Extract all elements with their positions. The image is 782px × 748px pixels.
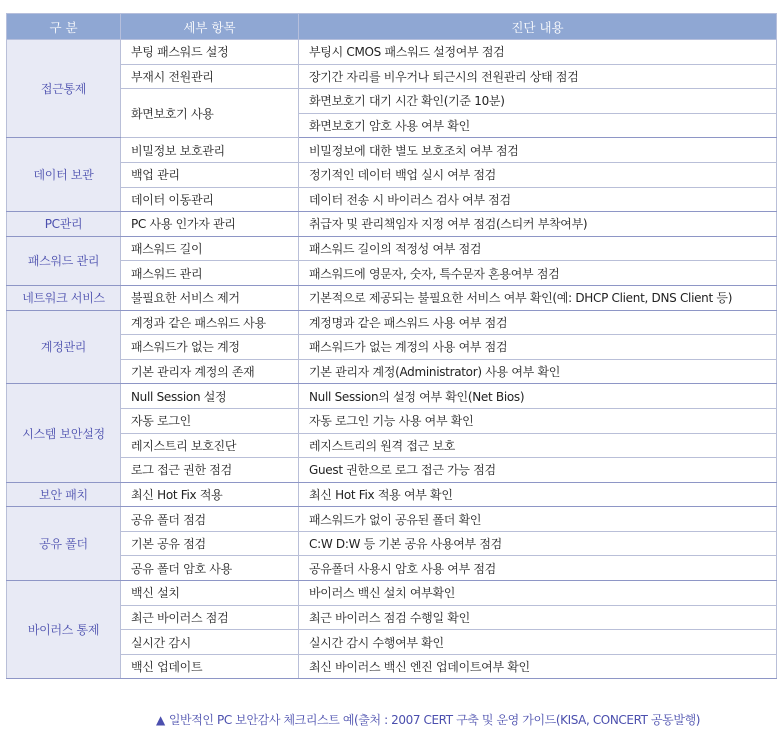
item-cell: 패스워드 관리 <box>121 261 299 286</box>
table-body <box>7 40 777 679</box>
table-row <box>7 89 777 114</box>
item-cell: 기본 공유 점검 <box>121 531 299 556</box>
item-cell: 데이터 이동관리 <box>121 187 299 212</box>
checklist-container <box>6 13 776 679</box>
item-cell: 기본 관리자 계정의 존재 <box>121 359 299 384</box>
header-content: 진단 내용 <box>299 14 777 40</box>
content-cell: 계정명과 같은 패스워드 사용 여부 점검 <box>299 310 777 335</box>
table-row <box>7 384 777 409</box>
triangle-up-icon: ▲ <box>156 713 165 727</box>
item-cell: 부팅 패스워드 설정 <box>121 40 299 65</box>
content-cell: 부팅시 CMOS 패스워드 설정여부 점검 <box>299 40 777 65</box>
table-row <box>7 64 777 89</box>
item-cell: 최신 Hot Fix 적용 <box>121 482 299 507</box>
table-row <box>7 408 777 433</box>
item-cell: 패스워드가 없는 계정 <box>121 335 299 360</box>
table-row <box>7 458 777 483</box>
content-cell: 패스워드가 없는 계정의 사용 여부 점검 <box>299 335 777 360</box>
header-category: 구 분 <box>7 14 121 40</box>
table-row <box>7 605 777 630</box>
item-cell: 화면보호기 사용 <box>121 89 299 138</box>
content-cell: 실시간 감시 수행여부 확인 <box>299 630 777 655</box>
content-cell: 비밀정보에 대한 별도 보호조치 여부 점검 <box>299 138 777 163</box>
table-row <box>7 531 777 556</box>
content-cell: 기본적으로 제공되는 불필요한 서비스 여부 확인(예: DHCP Client, DNS Client 등) <box>299 285 777 310</box>
category-cell: 접근통제 <box>7 40 121 138</box>
table-row <box>7 162 777 187</box>
content-cell: 패스워드에 영문자, 숫자, 특수문자 혼용여부 점검 <box>299 261 777 286</box>
table-row <box>7 310 777 335</box>
item-cell: 백신 업데이트 <box>121 654 299 679</box>
item-cell: 패스워드 길이 <box>121 236 299 261</box>
item-cell: 불필요한 서비스 제거 <box>121 285 299 310</box>
table-row <box>7 359 777 384</box>
item-cell: 계정과 같은 패스워드 사용 <box>121 310 299 335</box>
content-cell: 최신 Hot Fix 적용 여부 확인 <box>299 482 777 507</box>
pc-security-checklist-table <box>6 13 777 679</box>
content-cell: 최신 바이러스 백신 엔진 업데이트여부 확인 <box>299 654 777 679</box>
category-cell: PC관리 <box>7 212 121 237</box>
category-cell: 네트워크 서비스 <box>7 285 121 310</box>
table-row <box>7 654 777 679</box>
table-row <box>7 138 777 163</box>
table-row <box>7 261 777 286</box>
category-cell: 패스워드 관리 <box>7 236 121 285</box>
table-header-row <box>7 14 777 40</box>
content-cell: 기본 관리자 계정(Administrator) 사용 여부 확인 <box>299 359 777 384</box>
item-cell: 레지스트리 보호진단 <box>121 433 299 458</box>
table-row <box>7 433 777 458</box>
content-cell: 자동 로그인 기능 사용 여부 확인 <box>299 408 777 433</box>
item-cell: 백업 관리 <box>121 162 299 187</box>
category-cell: 바이러스 통제 <box>7 581 121 679</box>
table-row <box>7 482 777 507</box>
item-cell: 부재시 전원관리 <box>121 64 299 89</box>
item-cell: 공유 폴더 암호 사용 <box>121 556 299 581</box>
item-cell: 실시간 감시 <box>121 630 299 655</box>
table-row <box>7 285 777 310</box>
content-cell: 데이터 전송 시 바이러스 검사 여부 점검 <box>299 187 777 212</box>
table-row <box>7 212 777 237</box>
item-cell: PC 사용 인가자 관리 <box>121 212 299 237</box>
item-cell: Null Session 설정 <box>121 384 299 409</box>
table-caption <box>156 711 776 728</box>
item-cell: 최근 바이러스 점검 <box>121 605 299 630</box>
table-row <box>7 187 777 212</box>
content-cell: 장기간 자리를 비우거나 퇴근시의 전원관리 상태 점검 <box>299 64 777 89</box>
item-cell: 자동 로그인 <box>121 408 299 433</box>
content-cell: 레지스트리의 원격 접근 보호 <box>299 433 777 458</box>
table-row <box>7 556 777 581</box>
item-cell: 공유 폴더 점검 <box>121 507 299 532</box>
content-cell: 정기적인 데이터 백업 실시 여부 점검 <box>299 162 777 187</box>
table-row <box>7 630 777 655</box>
category-cell: 보안 패치 <box>7 482 121 507</box>
item-cell: 로그 접근 권한 점검 <box>121 458 299 483</box>
item-cell: 비밀정보 보호관리 <box>121 138 299 163</box>
category-cell: 데이터 보관 <box>7 138 121 212</box>
content-cell: 최근 바이러스 점검 수행일 확인 <box>299 605 777 630</box>
content-cell: 공유폴더 사용시 암호 사용 여부 점검 <box>299 556 777 581</box>
item-cell: 백신 설치 <box>121 581 299 606</box>
content-cell: 화면보호기 암호 사용 여부 확인 <box>299 113 777 138</box>
caption-text: 일반적인 PC 보안감사 체크리스트 예(출처 : 2007 CERT 구축 및 운영 가이드(KISA, CONCERT 공동발행) <box>168 713 701 727</box>
content-cell: 화면보호기 대기 시간 확인(기준 10분) <box>299 89 777 114</box>
category-cell: 계정관리 <box>7 310 121 384</box>
table-row <box>7 335 777 360</box>
category-cell: 공유 폴더 <box>7 507 121 581</box>
content-cell: C:W D:W 등 기본 공유 사용여부 점검 <box>299 531 777 556</box>
content-cell: Null Session의 설정 여부 확인(Net Bios) <box>299 384 777 409</box>
table-row <box>7 236 777 261</box>
table-row <box>7 507 777 532</box>
category-cell: 시스템 보안설정 <box>7 384 121 482</box>
content-cell: Guest 권한으로 로그 접근 가능 점검 <box>299 458 777 483</box>
content-cell: 패스워드 길이의 적정성 여부 점검 <box>299 236 777 261</box>
content-cell: 패스워드가 없이 공유된 폴더 확인 <box>299 507 777 532</box>
table-row <box>7 581 777 606</box>
header-item: 세부 항목 <box>121 14 299 40</box>
table-row <box>7 40 777 65</box>
content-cell: 취급자 및 관리책임자 지정 여부 점검(스티커 부착여부) <box>299 212 777 237</box>
content-cell: 바이러스 백신 설치 여부확인 <box>299 581 777 606</box>
